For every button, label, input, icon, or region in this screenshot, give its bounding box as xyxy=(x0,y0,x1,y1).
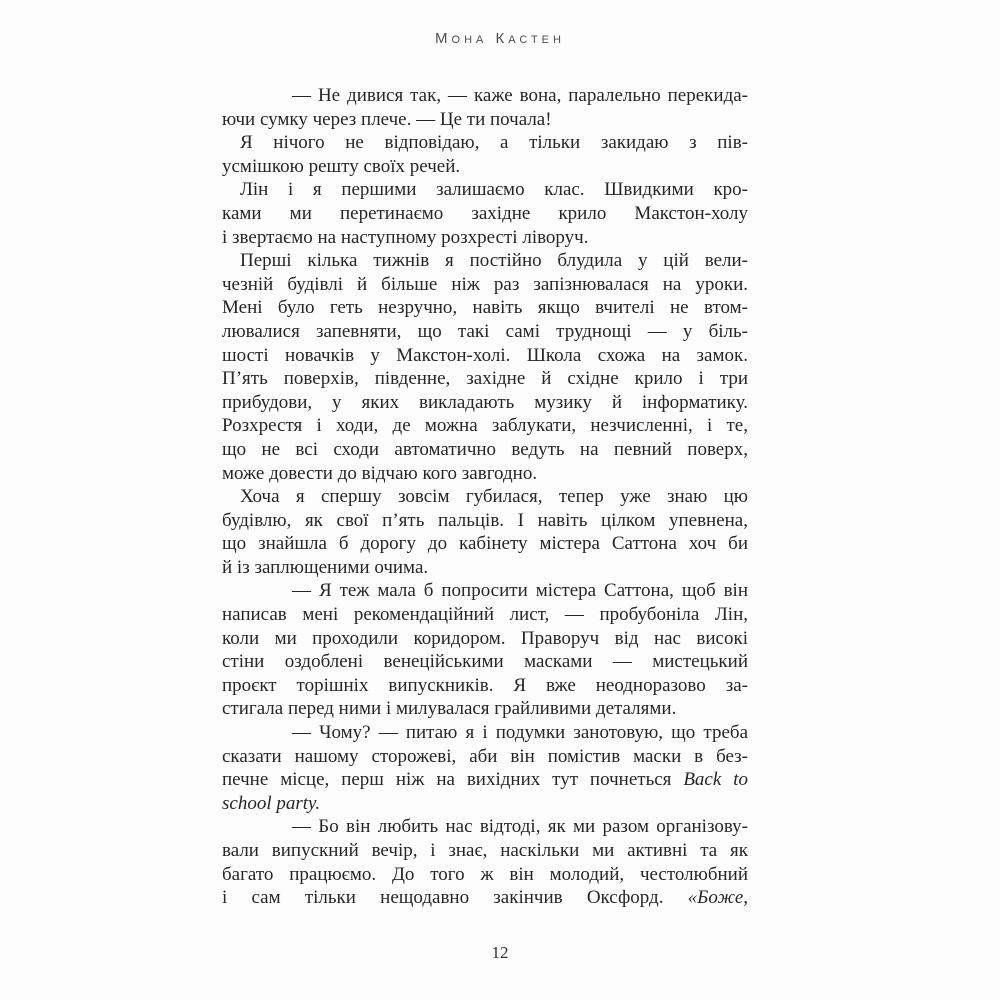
text-line: що знайшла б дорогу до кабінету містера Саттона хоч би xyxy=(222,533,748,555)
text-line: стіни оздоблені венеційськими масками — мистецький xyxy=(222,651,748,673)
text-line: Перші кілька тижнів я постійно блудила у цій вели- xyxy=(240,250,748,272)
paragraph xyxy=(222,485,748,579)
text-line: будівлю, як свої п’ять пальців. І навіть цілком упевнена, xyxy=(222,509,748,531)
text-line: вали випускний вечір, і знає, наскільки ми активні та як xyxy=(222,840,748,861)
body-text xyxy=(222,84,748,910)
text-line: написав мені рекомендаційний лист, — пробубоніла Лін, xyxy=(222,604,748,626)
text-line: сказати нашому сторожеві, аби він помістив маски в без- xyxy=(222,745,748,767)
text-line: проєкт торішніх випускників. Я вже неодноразово за- xyxy=(222,674,748,696)
text-line: й із заплющеними очима. xyxy=(222,556,429,578)
paragraph xyxy=(222,131,748,178)
text-line: чезній будівлі й більше ніж раз запізнювалася на уроки. xyxy=(222,273,748,295)
text-line: коли ми проходили коридором. Праворуч від нас високі xyxy=(222,627,748,649)
text-line: — Чому? — питаю я і подумки занотовую, що треба xyxy=(292,722,748,744)
paragraph xyxy=(222,815,748,909)
text-line: — Не дивися так, — каже вона, паралельно перекида- xyxy=(292,85,748,106)
text-line: що не всі сходи автоматично ведуть на певний поверх, xyxy=(222,438,748,460)
text-line: П’ять поверхів, південне, західне й східне крило і три xyxy=(222,368,748,390)
text-line: Хоча я спершу зовсім губилася, тепер уже знаю цю xyxy=(240,486,748,508)
text-line: печне місце, перш ніж на вихідних тут почнеться Back to xyxy=(222,769,748,791)
text-line: Я нічого не відповідаю, а тільки закидаю з пів- xyxy=(240,132,748,154)
text-line: може довести до відчаю кого завгодно. xyxy=(222,462,538,484)
text-line: стигала перед ними і милувалася грайливими деталями. xyxy=(222,698,677,720)
text-line: Мені було геть незручно, навіть якщо вчителі не втом- xyxy=(222,297,748,319)
text-line: багато працюємо. До того ж він молодий, честолюбний xyxy=(222,863,748,885)
text-line: school party. xyxy=(222,792,321,814)
text-line: і звертаємо на наступному розхресті ліворуч. xyxy=(222,226,589,248)
paragraph xyxy=(222,579,748,721)
text-line: — Я теж мала б попросити містера Саттона, щоб він xyxy=(292,580,748,602)
text-line: — Бо він любить нас відтоді, як ми разом організову- xyxy=(292,816,748,838)
paragraph xyxy=(222,249,748,485)
paragraph xyxy=(222,84,748,131)
text-line: усмішкою решту своїх речей. xyxy=(222,155,461,177)
text-line: Лін і я першими залишаємо клас. Швидкими кро- xyxy=(240,179,748,201)
paragraph xyxy=(222,178,748,249)
text-line: і сам тільки нещодавно закінчив Оксфорд. «Боже, xyxy=(222,887,748,909)
text-line: лювалися запевняти, що такі самі труднощі — у біль- xyxy=(222,320,748,342)
text-line: шості новачків у Макстон-холі. Школа схожа на замок. xyxy=(222,344,748,366)
text-line: Розхрестя і ходи, де можна заблукати, незчисленні, і те, xyxy=(222,415,748,437)
text-line: ючи сумку через плече. — Це ти почала! xyxy=(222,108,552,130)
running-header-author: Мона Кастен xyxy=(435,30,565,47)
text-line: прибудови, у яких викладають музику й інформатику. xyxy=(222,391,748,413)
paragraph xyxy=(222,721,748,815)
text-line: ками ми перетинаємо західне крило Макстон-холу xyxy=(222,202,748,224)
page-number: 12 xyxy=(491,943,509,962)
